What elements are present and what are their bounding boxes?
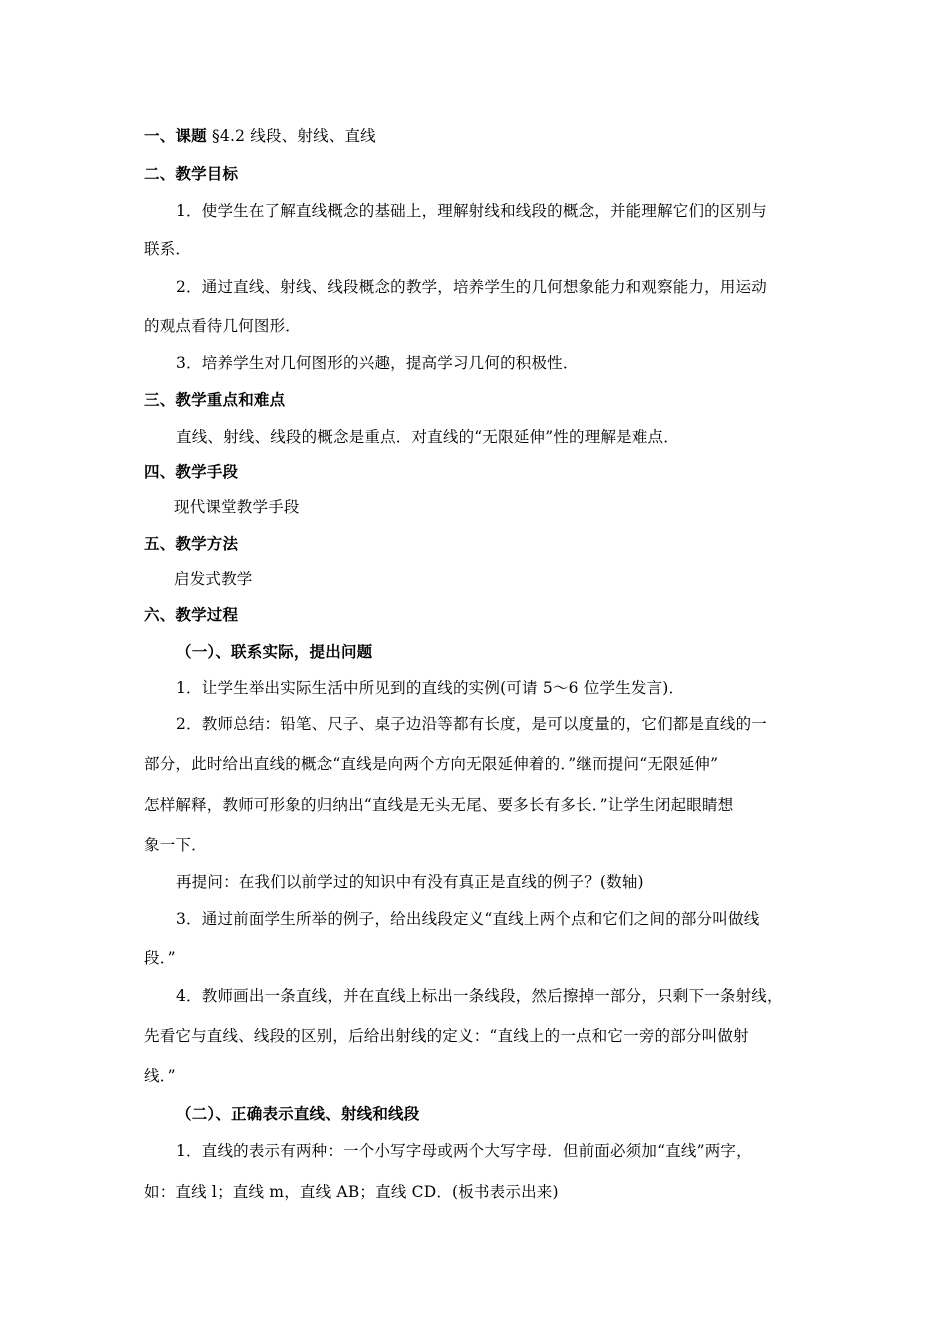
part-1-paragraph-4-line-2: 先看它与直线、线段的区别，后给出射线的定义：“直线上的一点和它一旁的部分叫做射 [144, 1027, 749, 1045]
section-1-label: 一、课题 [144, 127, 207, 145]
section-1-heading [144, 126, 376, 146]
part-2-paragraph-1-line-2: 如：直线 l；直线 m，直线 AB；直线 CD．(板书表示出来) [144, 1183, 559, 1201]
part-1-heading: （一）、联系实际，提出问题 [176, 643, 373, 661]
part-1-paragraph-3-line-2: 段．” [144, 949, 176, 967]
section-2-heading: 二、教学目标 [144, 165, 239, 183]
part-1-paragraph-1: 1．让学生举出实际生活中所见到的直线的实例(可请 5～6 位学生发言)． [176, 679, 685, 697]
section-4-heading: 四、教学手段 [144, 463, 239, 481]
goal-3: 3．培养学生对几何图形的兴趣，提高学习几何的积极性． [176, 354, 579, 372]
part-2-paragraph-1-line-1: 1．直线的表示有两种：一个小写字母或两个大写字母．但前面必须加“直线”两字， [176, 1142, 752, 1160]
part-1-paragraph-4-line-1: 4．教师画出一条直线，并在直线上标出一条线段，然后擦掉一部分，只剩下一条射线， [176, 987, 783, 1005]
goal-1-line-1: 1．使学生在了解直线概念的基础上，理解射线和线段的概念，并能理解它们的区别与 [176, 202, 767, 220]
section-4-text: 现代课堂教学手段 [174, 498, 300, 516]
lesson-title: §4.2 线段、射线、直线 [206, 127, 376, 145]
part-1-paragraph-3-line-1: 3．通过前面学生所举的例子，给出线段定义“直线上两个点和它们之间的部分叫做线 [176, 910, 760, 928]
goal-2-line-1: 2．通过直线、射线、线段概念的教学，培养学生的几何想象能力和观察能力，用运动 [176, 278, 767, 296]
goal-2-line-2: 的观点看待几何图形． [144, 317, 302, 335]
part-1-paragraph-2-line-3: 怎样解释，教师可形象的归纳出“直线是无头无尾、要多长有多长．”让学生闭起眼睛想 [144, 796, 734, 814]
part-1-paragraph-2-line-2: 部分，此时给出直线的概念“直线是向两个方向无限延伸着的．”继而提问“无限延伸” [144, 755, 719, 773]
section-3-heading: 三、教学重点和难点 [144, 391, 286, 409]
section-5-text: 启发式教学 [174, 570, 253, 588]
section-3-text: 直线、射线、线段的概念是重点．对直线的“无限延伸”性的理解是难点． [176, 428, 679, 446]
part-1-paragraph-4-line-3: 线．” [144, 1067, 176, 1085]
section-5-heading: 五、教学方法 [144, 535, 239, 553]
part-2-heading: （二）、正确表示直线、射线和线段 [176, 1105, 420, 1123]
part-1-follow-up-question: 再提问：在我们以前学过的知识中有没有真正是直线的例子？(数轴) [176, 873, 644, 891]
part-1-paragraph-2-line-4: 象一下． [144, 836, 207, 854]
part-1-paragraph-2-line-1: 2．教师总结：铅笔、尺子、桌子边沿等都有长度，是可以度量的，它们都是直线的一 [176, 715, 767, 733]
goal-1-line-2: 联系． [144, 240, 192, 258]
section-6-heading: 六、教学过程 [144, 606, 239, 624]
